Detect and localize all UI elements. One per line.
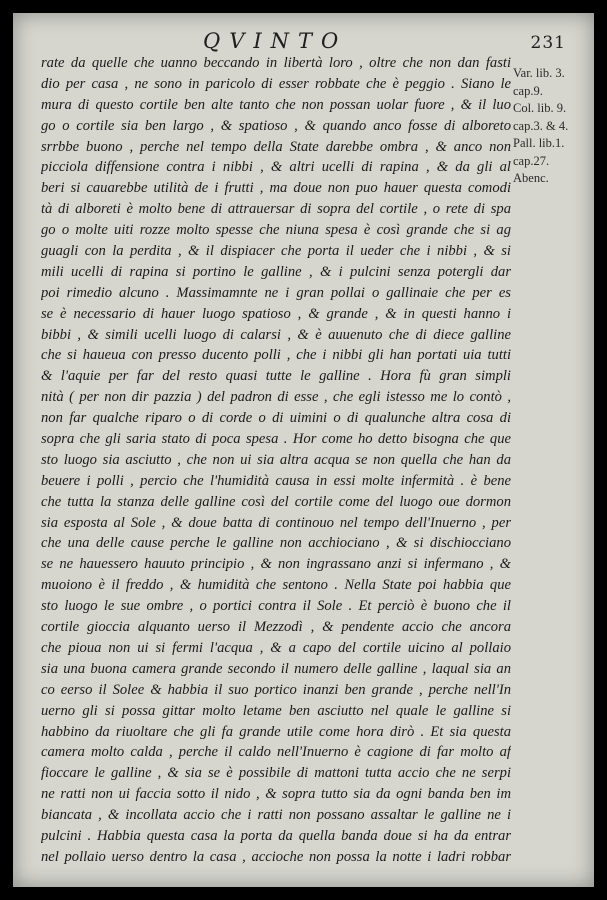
text-line: sto luogo sia asciutto , che non ui sia altra acqua se non quella che han da <box>41 451 511 468</box>
text-line: rate da quelle che uanno beccando in libertà loro , oltre che non dan fasti <box>41 55 511 71</box>
text-line: ne ratti non ui faccia sotto il nido , & sopra tutto sia da ogni banda ben im <box>41 786 511 803</box>
text-line: sia una buona camera grande secondo il numero delle galline , laqual sia an <box>41 660 511 677</box>
text-line: che una delle cause perche le galline non acchiociano , & si dischiocciano <box>41 535 511 552</box>
page-number: 231 <box>530 33 566 53</box>
text-line: sto luogo le sue ombre , o portici contra il Sole . Et perciò è buono che il <box>41 598 511 615</box>
text-line: biancata , & incollata accio che i ratti non possano assaltar le galline ne i <box>41 807 511 824</box>
text-line: che si haueua con presso ducento polli , che i nibbi gli han portati uia tutti <box>41 347 511 364</box>
body-text <box>41 53 511 868</box>
text-line: fioccare le galline , & sia se è possibile di mattoni tutta accio che ne serpi <box>41 765 511 782</box>
text-line: habbino da riuoltare che gli fa grande utile come hora dirò . Et sia questa <box>41 723 511 740</box>
text-line: se è necessario di hauer luogo spatioso , & grande , & in questi hanno i <box>41 305 511 322</box>
text-line: guagli con la perdita , & il dispiacer che porta il ueder che i nibbi , & si <box>41 243 511 260</box>
marginal-note: cap.27. <box>513 153 550 168</box>
text-line: cortile gioccia alquanto uerso il Mezzodì , & pendente accio che ancora <box>41 619 511 636</box>
text-line: nità ( per non dir pazzia ) del padron di esse , che egli istesso me lo contò , <box>41 389 511 406</box>
text-line: poi rimedio alcuno . Massimamnte ne i gran pollai o gallinaie che per es <box>41 284 511 301</box>
text-line: mura di questo cortile ben alte tanto che non possan uolar fuore , & il luo <box>41 96 511 113</box>
text-line: picciola diffensione contra i nibbi , & altri ucelli di rapina , & da gli al <box>41 159 511 176</box>
text-line: tà di alboreti è molto bene di attrauersar di sopra del cortile , o rete di spa <box>41 201 511 218</box>
text-line: che tutta la stanza delle galline così del cortile come del luogo oue dormon <box>41 493 511 510</box>
marginal-note: Col. lib. 9. <box>513 101 567 115</box>
text-line: dio per casa , ne sono in paricolo di esser robbate che è peggio . Siano le <box>41 75 511 92</box>
text-line: bibbi , & simili ucelli luogo di calarsi , & è auuenuto che di diece galline <box>41 326 511 343</box>
text-line: & l'aquie per far del resto quasi tutte le galline . Hora fù gran simpli <box>41 368 511 385</box>
text-line: go o cortile sia ben largo , & spatioso , & quando anco fosse di alboreto <box>41 117 511 134</box>
text-line: beuere i polli , percio che l'humidità causa in essi molte infermità . è bene <box>41 472 511 489</box>
text-line: beri si cauarebbe utilità de i frutti , ma doue non puo hauer questa comodi <box>41 180 511 197</box>
text-line: non far qualche riparo o di corde o di uimini o di qualunche altra cosa di <box>41 410 511 427</box>
text-line: uerno gli si possa gittar molto letame ben asciutto nel quale le galline si <box>41 702 511 719</box>
text-line: muoiono è il freddo , & humidità che sentono . Nella State poi habbia que <box>41 577 511 594</box>
running-head-title: QVINTO <box>203 29 348 53</box>
text-line: co eerso il Solee & habbia il suo portico inanzi ben grande , perche nell'In <box>41 681 511 698</box>
marginal-note: Pall. lib.1. <box>513 136 565 150</box>
marginal-note: cap.9. <box>513 83 543 98</box>
text-line: sopra che gli saria stato di poca spesa . Hor come ho detto bisogna che que <box>41 431 511 448</box>
text-line: mili ucelli di rapina si portino le galline , & i pulcini senza potergli dar <box>41 263 511 280</box>
text-line: pulcini . Habbia questa casa la porta da quella banda doue si ha da entrar <box>41 827 511 844</box>
text-line: camera molto calda , perche il caldo nell'Inuerno è cagione di far molto af <box>41 744 511 761</box>
text-line: sia esposta al Sole , & doue batta di continouo nel tempo dell'Inuerno , per <box>41 514 511 531</box>
book-page <box>13 13 594 887</box>
text-line: che pioua non ui si fermi l'acqua , & a capo del cortile uicino al pollaio <box>41 639 511 656</box>
text-line: go o molte uiti rozze molto spesse che niuna spesa è così grande che si ag <box>41 222 511 239</box>
text-line: se ne hauessero hauuto principio , & non ingrassano anzi si infermano , & <box>41 556 511 573</box>
marginal-note: Var. lib. 3. <box>513 66 565 80</box>
marginal-notes <box>513 65 593 188</box>
text-line: srrbbe buono , perche nel tempo della State darebbe ombra , & anco non <box>41 138 511 155</box>
marginal-note: cap.3. & 4. <box>513 118 569 133</box>
marginal-note: Abenc. <box>513 171 549 185</box>
text-line: nel pollaio uerso dentro la casa , accioche non possa la notte i ladri robbar <box>41 848 511 865</box>
